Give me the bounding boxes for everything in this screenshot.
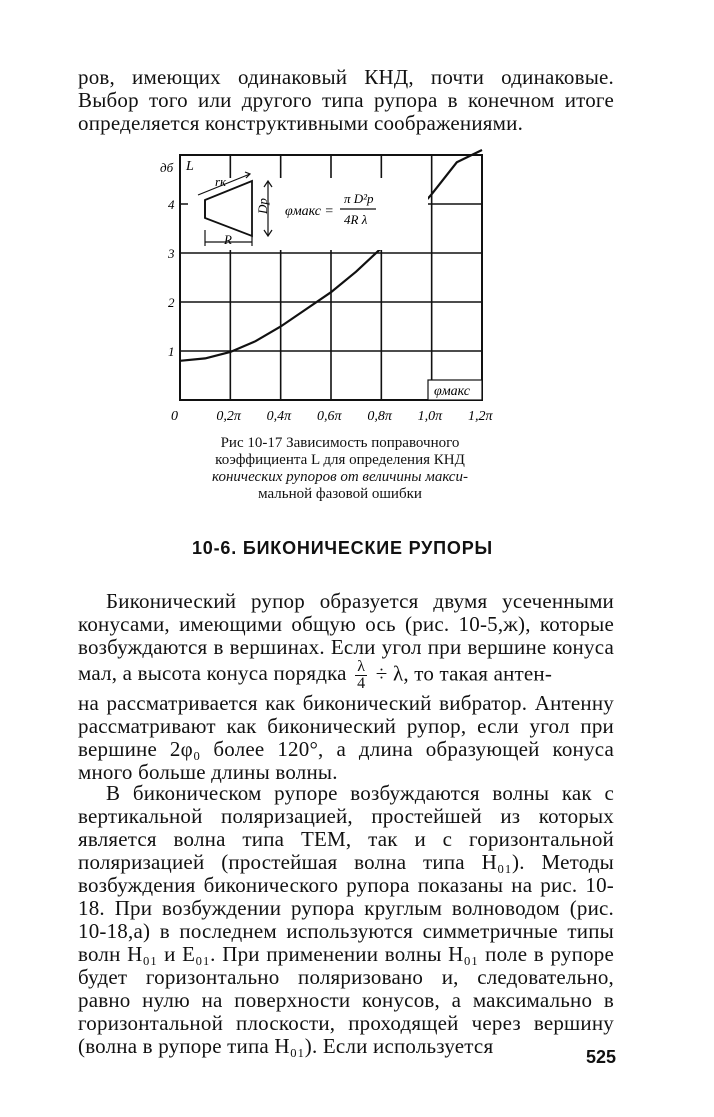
- caption-line-1: Рис 10-17 Зависимость поправочного: [220, 435, 460, 451]
- x-tick-label: 0,6π: [317, 409, 342, 424]
- y-tick-label: 1: [168, 344, 175, 359]
- paragraph-2: на рассматривается как биконический вибратор. Антенну рассматривают как биконический рупор, если угол при вершине 2φ₀ более 120°, а длина образующей конуса много больше длины волны.: [78, 691, 614, 784]
- fraction-denominator: 4: [357, 675, 366, 692]
- x-symbol-label: φмакс: [434, 384, 470, 399]
- formula-numerator: π D²р: [344, 191, 374, 206]
- caption-line-3: конических рупоров от величины макси-: [212, 469, 468, 485]
- y-tick-label: 4: [168, 197, 175, 212]
- x-tick-label: 1,0π: [417, 409, 443, 424]
- paragraph-1: [78, 590, 614, 692]
- paragraph-1-text-b: ÷ λ, то такая антен-: [375, 661, 553, 686]
- intro-paragraph: ров, имеющих одинаковый КНД, почти одинаковые. Выбор того или другого типа рупора в конечном итоге определяется конструктивными соображениями.: [78, 65, 614, 135]
- x-tick-labels: [171, 409, 494, 424]
- x-tick-label: 0,4π: [266, 409, 292, 424]
- figure-caption: [160, 435, 520, 503]
- x-tick-label: 0,8π: [367, 409, 392, 424]
- x-tick-label: 0,2π: [216, 409, 241, 424]
- x-tick-label: 0: [171, 409, 178, 424]
- paragraph-3-text: В биконическом рупоре возбуждаются волны как с вертикальной поляризацией, простейшей из которых является волна типа TEM, так и с горизонтальной поляризацией (простейшая волна типа H₀₁). Методы возбуждения биконического рупора показаны на рис. 10-18. При возбуждении рупора круглым волноводом (рис. 10-18,а) в последнем используются симметричные типы волн H₀₁ и E₀₁. При применении волны H₀₁ поле в рупоре будет горизонтально поляризовано и, следовательно, равно нулю на поверхности конусов, а максимально в горизонтальной плоскости, проходящей через вершину (волна в рупоре типа H₀₁). Если используется: [78, 781, 614, 1058]
- x-tick-label: 1,2π: [468, 409, 493, 424]
- y-unit-label: дб: [160, 160, 174, 175]
- caption-line-2: коэффициента L для определения КНД: [215, 452, 465, 468]
- horn-inset-sketch: [188, 172, 428, 250]
- paragraph-1-text-a: Биконический рупор образуется двумя усеченными конусами, имеющими общую ось (рис. 10-5,ж), которые возбуждаются в вершинах. Если угол при вершине конуса мал, а высота конуса порядка: [78, 589, 614, 686]
- section-heading: 10-6. БИКОНИЧЕСКИЕ РУПОРЫ: [192, 538, 493, 558]
- fraction-numerator: λ: [355, 659, 367, 676]
- fraction-lambda-4: [355, 659, 367, 692]
- y-tick-labels: [167, 197, 175, 359]
- caption-line-4: мальной фазовой ошибки: [258, 486, 422, 502]
- formula-denominator: 4R λ: [344, 212, 368, 227]
- inset-label-dp: Dр: [255, 198, 270, 214]
- page-number: 525: [585, 1047, 616, 1067]
- y-symbol-label: L: [186, 159, 194, 174]
- inset-label-rk: rк: [215, 174, 227, 189]
- formula-lhs: φмакс =: [285, 204, 334, 219]
- figure-10-17-chart: [0, 0, 714, 440]
- y-tick-label: 3: [168, 246, 175, 261]
- paragraph-3: [78, 782, 614, 1058]
- y-tick-label: 2: [168, 295, 175, 310]
- inset-label-r: R: [224, 232, 232, 247]
